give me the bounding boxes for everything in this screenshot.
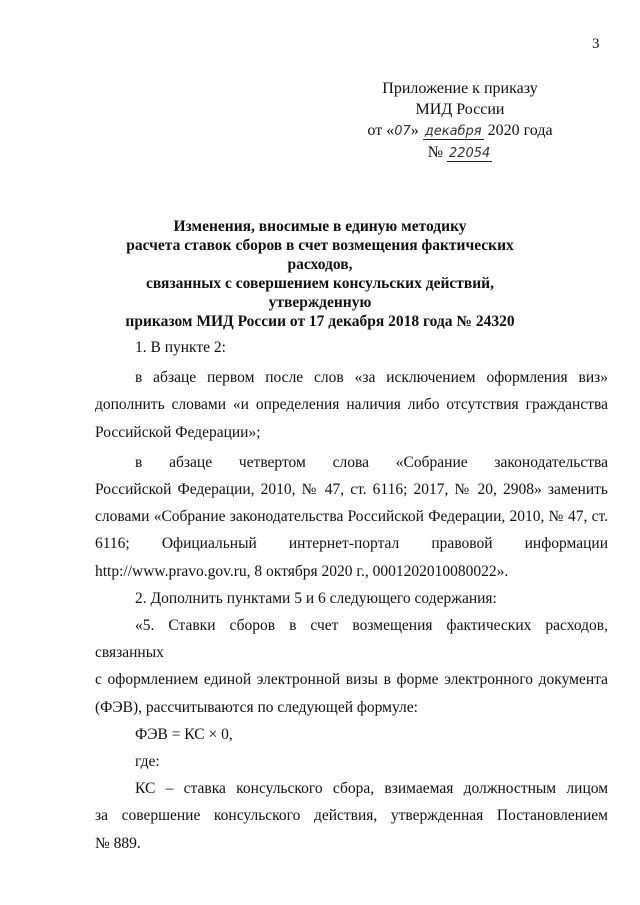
paragraph-2-line-1: в абзаце первом после слов «за исключением оформления виз» <box>135 369 608 387</box>
paragraph-5 <box>95 612 608 721</box>
date-month: декабря <box>424 124 482 139</box>
paragraph-3-line-5: http://www.pravo.gov.ru, 8 октября 2020 г., 0001202010080022». <box>95 562 509 580</box>
where-label: где: <box>135 753 160 771</box>
paragraph-1: 1. В пункте 2: <box>135 339 226 356</box>
title-line-4: приказом МИД России от 17 декабря 2018 года № 24320 <box>125 313 515 330</box>
paragraph-2 <box>95 364 608 446</box>
title-line-2: расчета ставок сборов в счет возмещения фактических расходов, <box>126 237 514 273</box>
paragraph-6-line-3: № 889. <box>95 834 141 852</box>
number-prefix: № <box>427 144 443 161</box>
paragraph-6-line-2: за совершение консульского действия, утвержденная Постановлением <box>95 807 608 825</box>
date-year: 2020 года <box>487 122 553 139</box>
order-number: 22054 <box>448 146 491 161</box>
title-line-1: Изменения, вносимые в единую методику <box>173 218 467 235</box>
document-body <box>95 334 608 857</box>
approval-date-line <box>360 120 560 142</box>
title-line-3: связанных с совершением консульских действий, утвержденную <box>146 275 494 311</box>
paragraph-5-line-3: (ФЭВ), рассчитываются по следующей формуле: <box>95 698 418 716</box>
approval-block <box>360 78 560 164</box>
paragraph-5-line-1: «5. Ставки сборов в счет возмещения фактических расходов, связанных <box>95 617 608 662</box>
document-title <box>100 217 540 331</box>
page-number: 3 <box>592 36 600 52</box>
paragraph-3 <box>95 449 608 585</box>
date-day: 07 <box>394 124 411 139</box>
formula: ФЭВ = КС × 0, <box>135 725 233 743</box>
paragraph-6 <box>95 775 608 857</box>
approval-number-line <box>360 142 560 164</box>
approval-line-1: Приложение к приказу <box>382 80 538 97</box>
paragraph-3-line-4: 6116; Официальный интернет-портал правовой информации <box>95 535 608 553</box>
date-mid: » <box>410 122 419 139</box>
approval-line-2: МИД России <box>415 101 505 118</box>
paragraph-2-line-2: дополнить словами «и определения наличия либо отсутствия гражданства <box>95 396 608 414</box>
paragraph-3-line-2: Российской Федерации, 2010, № 47, ст. 6116; 2017, № 20, 2908» заменить <box>95 481 608 499</box>
date-prefix: от « <box>367 122 395 139</box>
paragraph-3-line-1: в абзаце четвертом слова «Собрание законодательства <box>135 453 608 471</box>
paragraph-2-line-3: Российской Федерации»; <box>95 423 261 441</box>
paragraph-3-line-3: словами «Собрание законодательства Российской Федерации, 2010, № 47, ст. <box>95 508 608 526</box>
paragraph-5-line-2: с оформлением единой электронной визы в форме электронного документа <box>95 671 608 689</box>
paragraph-6-line-1: КС – ставка консульского сбора, взимаемая должностным лицом <box>135 780 608 798</box>
paragraph-4: 2. Дополнить пунктами 5 и 6 следующего содержания: <box>135 589 497 607</box>
